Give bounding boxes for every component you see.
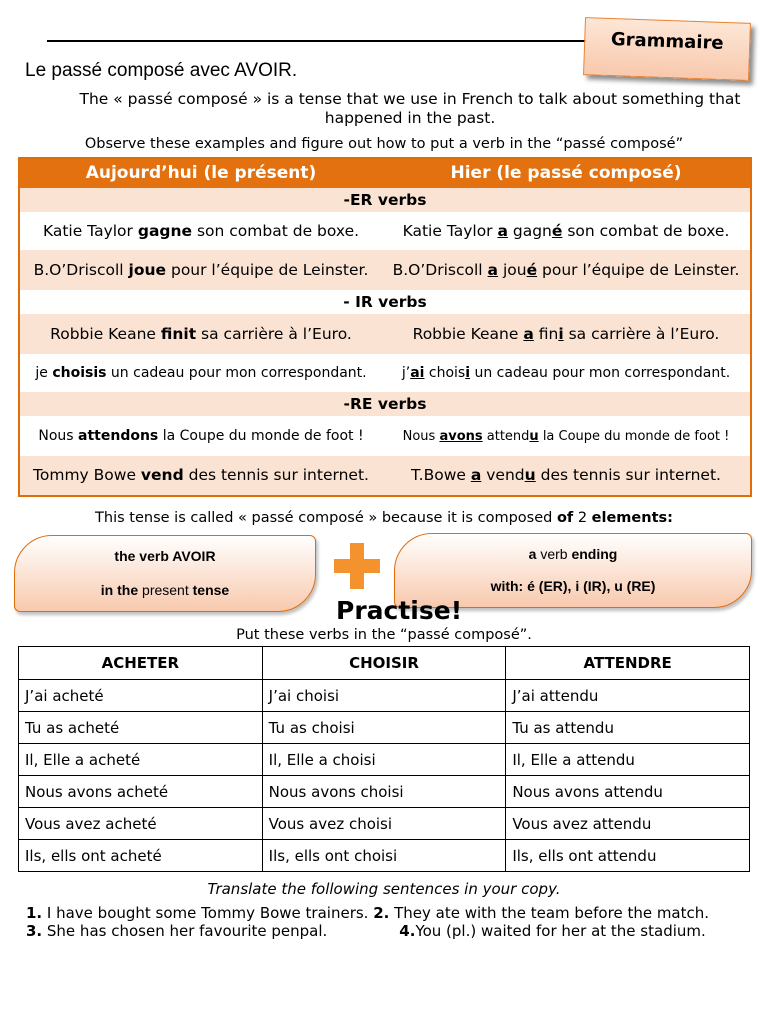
cell: Nous avons choisi	[262, 776, 506, 808]
cell: Il, Elle a attendu	[506, 744, 750, 776]
re1-present: Nous attendons la Coupe du monde de foot !	[19, 416, 382, 456]
er2-present: B.O’Driscoll joue pour l’équipe de Leinster.	[19, 250, 382, 290]
translate-sentences	[26, 905, 750, 940]
ir1-past: Robbie Keane a fini sa carrière à l’Euro.	[382, 314, 751, 354]
cell: J’ai choisi	[262, 680, 506, 712]
table-row	[19, 712, 750, 744]
page-title: Le passé composé avec AVOIR.	[25, 60, 298, 81]
header-rule	[47, 40, 607, 42]
ir1-present: Robbie Keane finit sa carrière à l’Euro.	[19, 314, 382, 354]
practise-instruction: Put these verbs in the “passé composé”.	[236, 627, 532, 643]
er1-present: Katie Taylor gagne son combat de boxe.	[19, 212, 382, 250]
bubble-tense-line: in the present tense	[100, 582, 230, 598]
table-row	[19, 808, 750, 840]
section-ir: - IR verbs	[19, 290, 751, 314]
er2-past: B.O’Driscoll a joué pour l’équipe de Leinster.	[382, 250, 751, 290]
section-er: -ER verbs	[19, 188, 751, 212]
plus-icon	[334, 543, 380, 589]
cell: Ils, ells ont attendu	[506, 840, 750, 872]
bubble-avoir-line: the verb AVOIR	[114, 548, 216, 564]
observe-text: Observe these examples and figure out how to put a verb in the “passé composé”	[84, 136, 684, 152]
cell: Tu as acheté	[19, 712, 263, 744]
cell: Nous avons acheté	[19, 776, 263, 808]
verb-examples-table	[18, 157, 752, 497]
table-row	[19, 776, 750, 808]
re2-past: T.Bowe a vendu des tennis sur internet.	[382, 456, 751, 496]
cell: J’ai attendu	[506, 680, 750, 712]
header-attendre: ATTENDRE	[506, 647, 750, 680]
bubble-ending-line: a verb ending	[528, 546, 618, 562]
grammaire-tag: Grammaire	[583, 17, 751, 81]
table-row	[19, 680, 750, 712]
col-header-past: Hier (le passé composé)	[382, 158, 751, 188]
col-header-present: Aujourd’hui (le présent)	[19, 158, 382, 188]
intro-text: The « passé composé » is a tense that we use in French to talk about something that happened in the past.	[79, 90, 741, 127]
cell: J’ai acheté	[19, 680, 263, 712]
avoir-bubble	[14, 535, 316, 612]
cell: Ils, ells ont choisi	[262, 840, 506, 872]
re1-past: Nous avons attendu la Coupe du monde de foot !	[382, 416, 751, 456]
ir2-past: j’ai choisi un cadeau pour mon correspondant.	[382, 354, 751, 392]
bubble-endings-list: with: é (ER), i (IR), u (RE)	[490, 578, 656, 594]
table-row	[19, 840, 750, 872]
cell: Ils, ells ont acheté	[19, 840, 263, 872]
header-acheter: ACHETER	[19, 647, 263, 680]
table-row	[19, 744, 750, 776]
re2-present: Tommy Bowe vend des tennis sur internet.	[19, 456, 382, 496]
cell: Tu as choisi	[262, 712, 506, 744]
tense-explanation: This tense is called « passé composé » because it is composed of 2 elements:	[95, 510, 673, 526]
conjugation-table	[18, 646, 750, 872]
ir2-present: je choisis un cadeau pour mon correspondant.	[19, 354, 382, 392]
cell: Nous avons attendu	[506, 776, 750, 808]
header-choisir: CHOISIR	[262, 647, 506, 680]
sentences-line-2: 3. She has chosen her favourite penpal. 4.You (pl.) waited for her at the stadium.	[26, 921, 706, 940]
er1-past: Katie Taylor a gagné son combat de boxe.	[382, 212, 751, 250]
cell: Il, Elle a acheté	[19, 744, 263, 776]
section-re: -RE verbs	[19, 392, 751, 416]
cell: Vous avez attendu	[506, 808, 750, 840]
practise-heading: Practise!	[336, 596, 463, 625]
cell: Vous avez acheté	[19, 808, 263, 840]
sentences-line-1: 1. I have bought some Tommy Bowe trainers. 2. They ate with the team before the match.	[26, 904, 710, 922]
translate-heading: Translate the following sentences in your copy.	[207, 880, 561, 898]
cell: Tu as attendu	[506, 712, 750, 744]
cell: Il, Elle a choisi	[262, 744, 506, 776]
cell: Vous avez choisi	[262, 808, 506, 840]
